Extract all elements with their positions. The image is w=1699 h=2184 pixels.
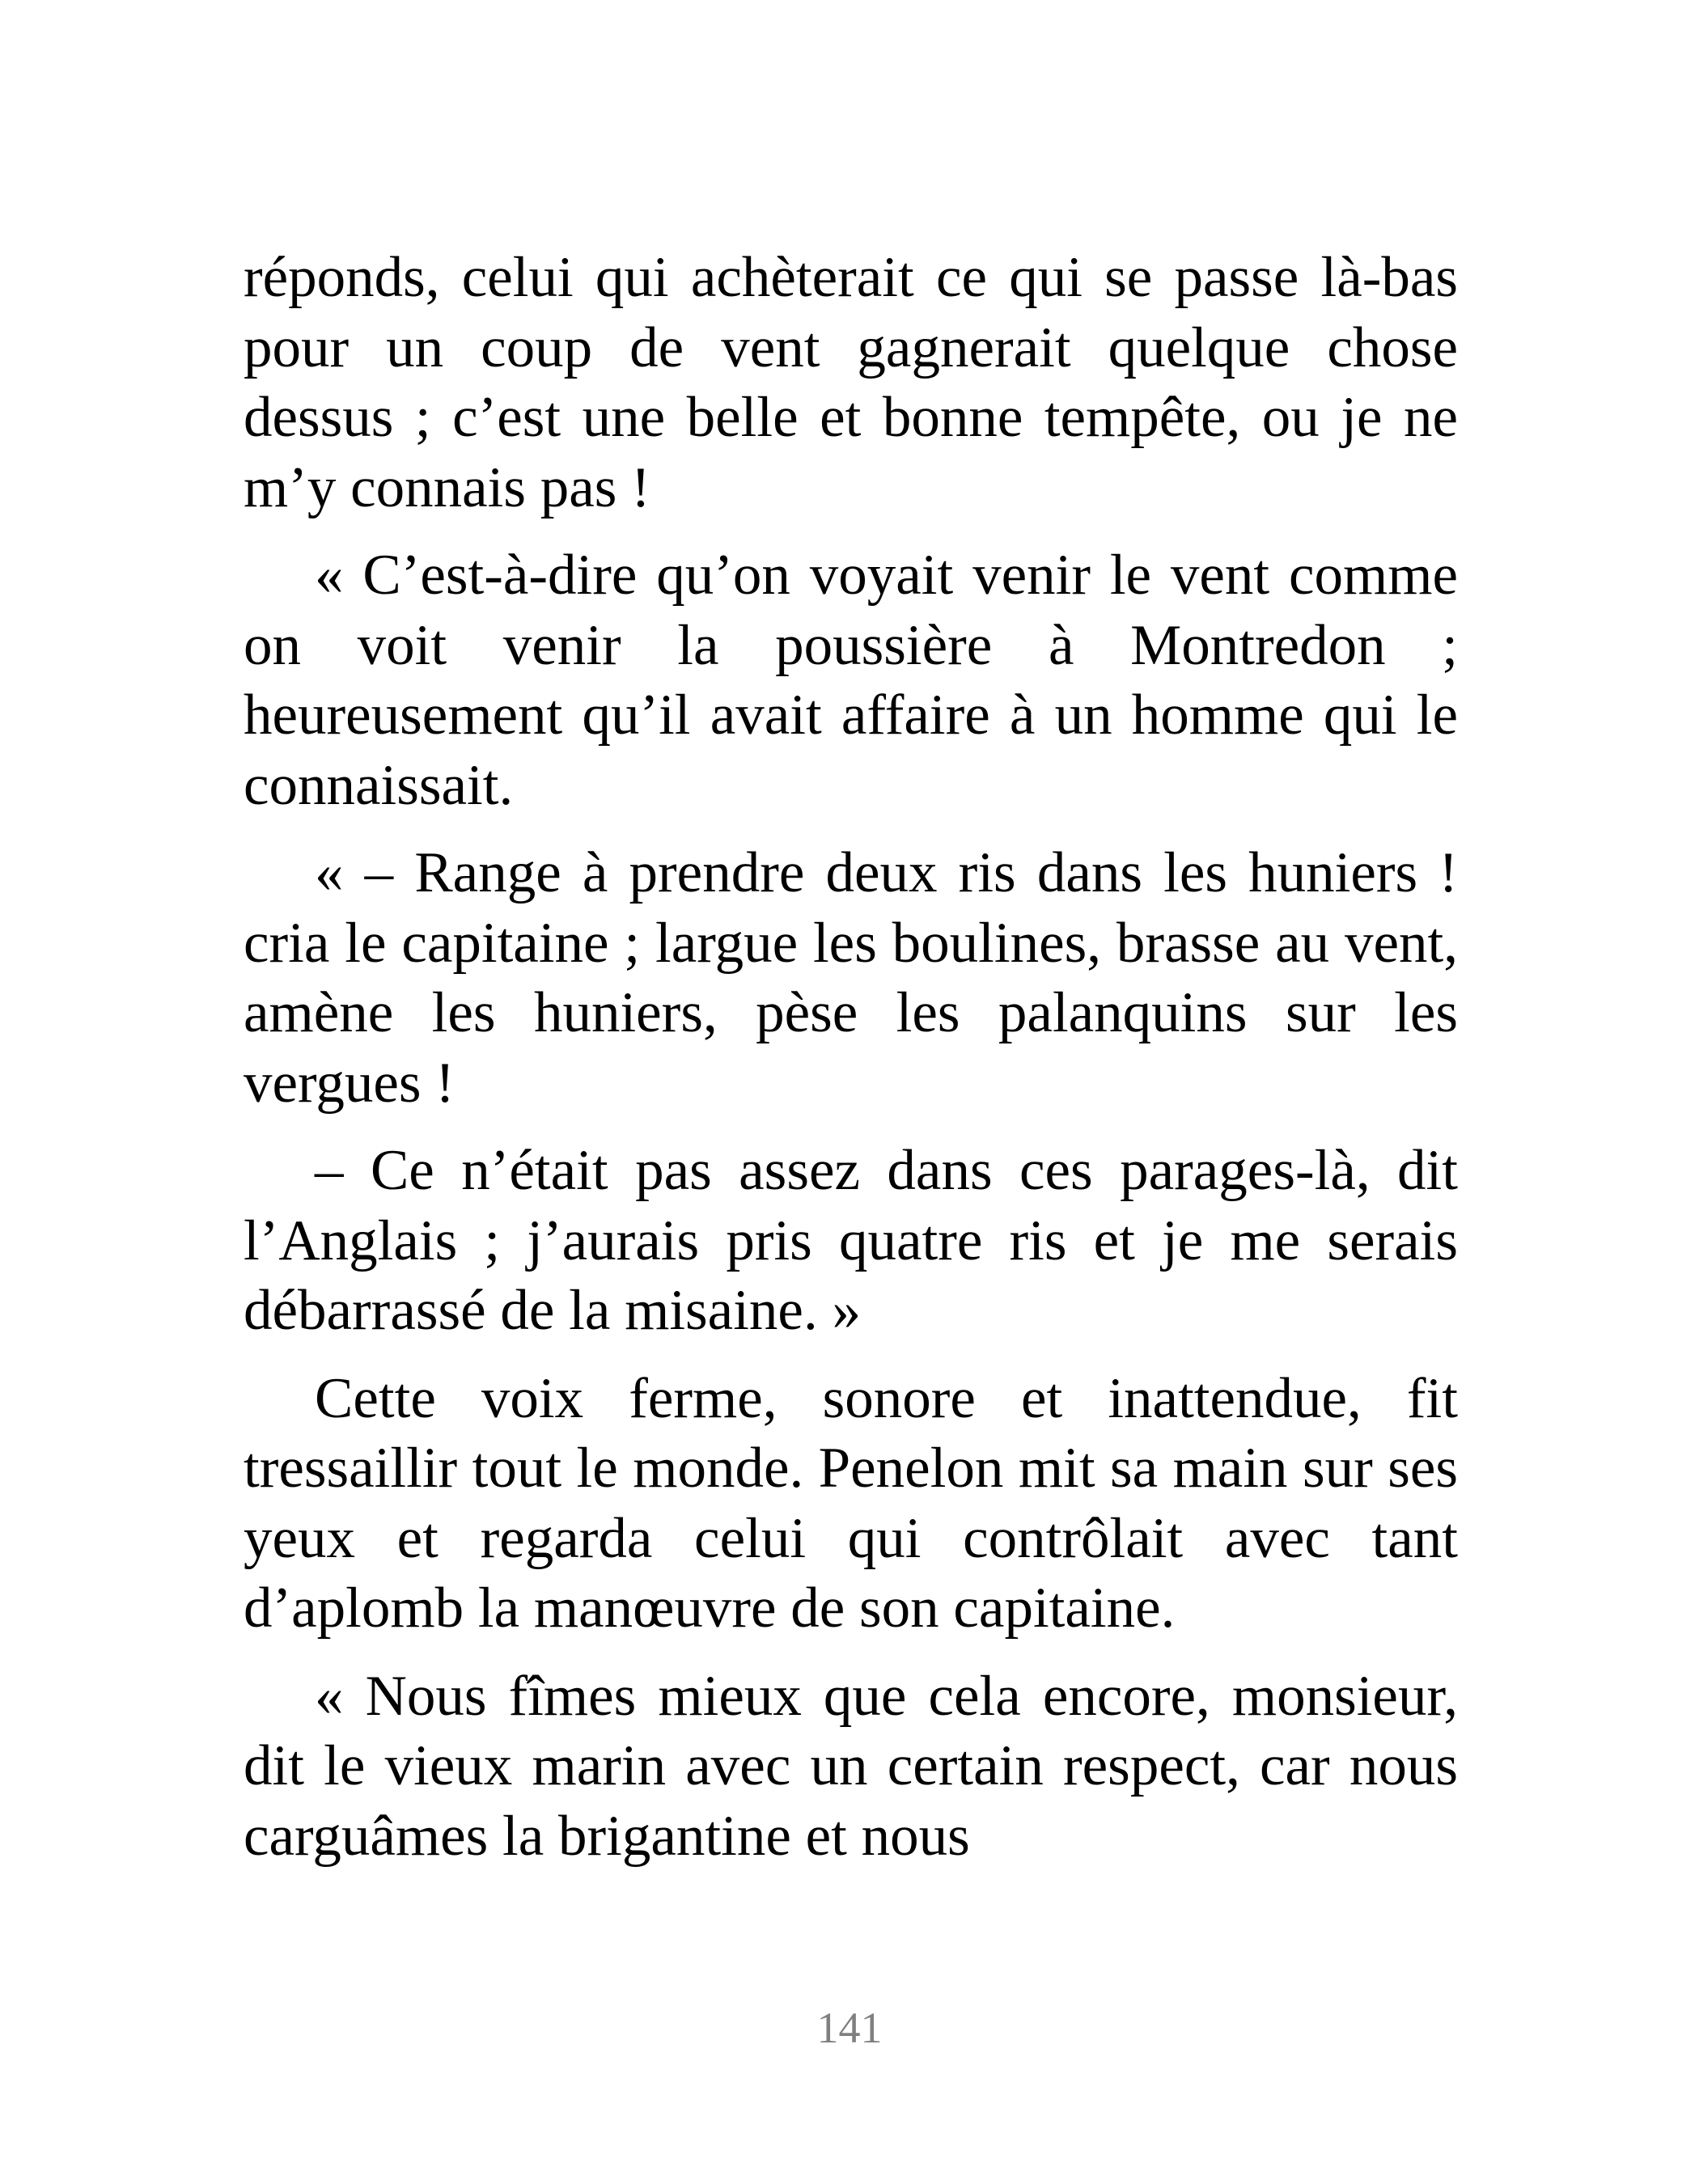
paragraph-continuation: réponds, celui qui achèterait ce qui se passe là-bas pour un coup de vent gagnerait quelque chose dessus ; c’est une belle et bonne tempête, ou je ne m’y connais pas !	[244, 246, 1458, 519]
paragraph: – Ce n’était pas assez dans ces parages-là, dit l’Anglais ; j’aurais pris quatre ris et je me serais débarrassé de la misaine. »	[244, 1139, 1458, 1342]
paragraph: « C’est-à-dire qu’on voyait venir le vent comme on voit venir la poussière à Montredon ; heureusement qu’il avait affaire à un homme qui le connaissait.	[244, 544, 1458, 817]
paragraph: « Nous fîmes mieux que cela encore, monsieur, dit le vieux marin avec un certain respect, car nous carguâmes la brigantine et nous	[244, 1664, 1458, 1868]
paragraph: Cette voix ferme, sonore et inattendue, fit tressaillir tout le monde. Penelon mit sa main sur ses yeux et regarda celui qui contrôlait avec tant d’aplomb la manœuvre de son capitaine.	[244, 1366, 1458, 1640]
body-text	[244, 243, 1458, 1889]
page-number: 141	[816, 2004, 883, 2052]
paragraph: « – Range à prendre deux ris dans les huniers ! cria le capitaine ; largue les boulines, brasse au vent, amène les huniers, pèse les palanquins sur les vergues !	[244, 841, 1458, 1115]
